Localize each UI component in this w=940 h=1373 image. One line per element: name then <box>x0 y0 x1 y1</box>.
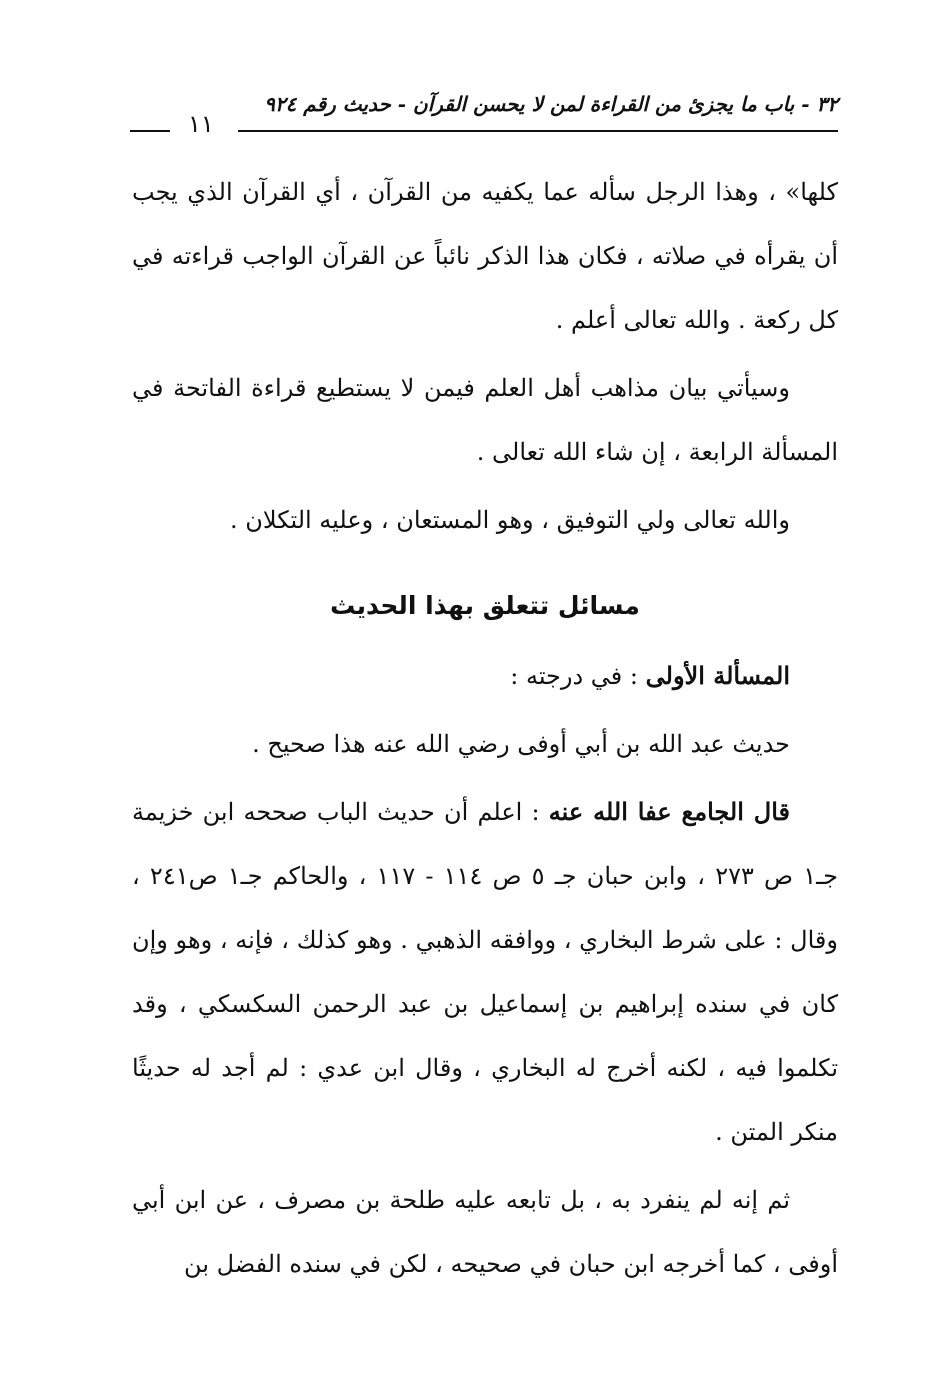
author-remark-label: قال الجامع عفا الله عنه <box>548 797 790 826</box>
paragraph-5: حديث عبد الله بن أبي أوفى رضي الله عنه هذا صحيح . <box>252 730 790 758</box>
paragraph-4 <box>132 644 838 708</box>
paragraph-2: وسيأتي بيان مذاهب أهل العلم فيمن لا يستطيع قراءة الفاتحة في المسألة الرابعة ، إن شاء الله تعالى . <box>132 374 838 466</box>
page-number-dash <box>130 130 170 132</box>
header-rule <box>238 130 838 132</box>
paragraph-6 <box>132 780 838 1164</box>
paragraph-1: كلها» ، وهذا الرجل سأله عما يكفيه من القرآن ، أي القرآن الذي يجب أن يقرأه في صلاته ، فكان هذا الذكر نائباً عن القرآن الواجب قراءته في كل ركعة . والله تعالى أعلم . <box>132 178 838 334</box>
running-header <box>130 92 838 142</box>
paragraph-3: والله تعالى ولي التوفيق ، وهو المستعان ، وعليه التكلان . <box>230 506 790 534</box>
page-number: ١١ <box>188 110 214 138</box>
issue-text: : في درجته : <box>510 662 646 690</box>
issue-label: المسألة الأولى <box>645 661 790 690</box>
paragraph-7: ثم إنه لم ينفرد به ، بل تابعه عليه طلحة بن مصرف ، عن ابن أبي أوفى ، كما أخرجه ابن حبان في صحيحه ، لكن في سنده الفضل بن <box>132 1186 838 1278</box>
author-remark-text: : اعلم أن حديث الباب صححه ابن خزيمة جـ١ ص ٢٧٣ ، وابن حبان جـ ٥ ص ١١٤ - ١١٧ ، والحاكم جـ١ ص٢٤١ ، وقال : على شرط البخاري ، ووافقه الذهبي . وهو كذلك ، فإنه ، وهو وإن كان في سنده إبراهيم بن إسماعيل بن عبد الرحمن السكسكي ، وقد تكلموا فيه ، لكنه أخرج له البخاري ، وقال ابن عدي : لم أجد له حديثًا منكر المتن . <box>132 798 838 1146</box>
header-title: ٣٢ - باب ما يجزئ من القراءة لمن لا يحسن القرآن - حديث رقم ٩٢٤ <box>264 92 838 116</box>
body-text <box>132 160 838 1296</box>
section-heading: مسائل تتعلق بهذا الحديث <box>330 591 640 620</box>
